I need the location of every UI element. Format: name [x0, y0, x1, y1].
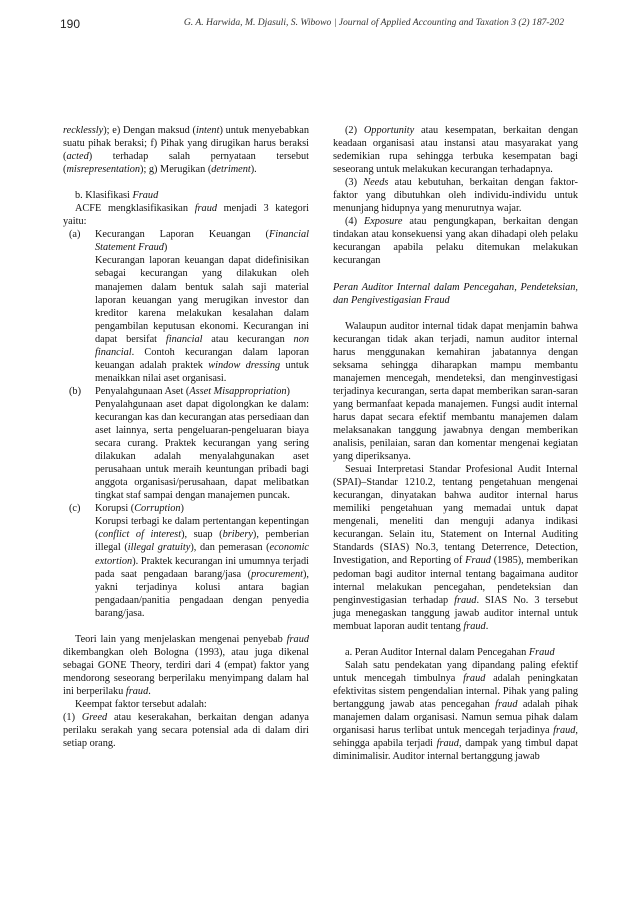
paragraph-salah-satu: Salah satu pendekatan yang dipandang paling efektif untuk mencegah timbulnya fraud adalah peningkatan efektivitas sistem pengendalian internal. Pihak yang paling bertanggung jawab atas pencegahan fraud adalah pihak manajemen dalam organisasi. Namun semua pihak dalam organisasi harus terlibat untuk mencegah terjadinya fraud, sehingga apabila terjadi fraud, dampak yang timbul dapat diminimalisir. Auditor internal bertanggung jawab — [333, 659, 579, 763]
item-a-title: Kecurangan Laporan Keuangan (Financial Statement Fraud) — [95, 229, 309, 254]
item-b-body: Penyalahgunaan aset dapat digolongkan ke dalam: kecurangan kas dan kecurangan atas persediaan dan aset lainnya, serta pengeluaran-pengeluaran biaya secara curang. Praktek kecurangan yang sering dilakukan adalah menyalahgunakan aset perusahaan untuk meraih keuntungan pribadi bagi anggota organisasi/perusahaan, dapat melibatkan tingkat staf sampai dengan manajemen puncak. — [95, 398, 309, 502]
paragraph-needs: (3) Needs atau kebutuhan, berkaitan dengan faktor-faktor yang dibutuhkan oleh individu-individu untuk menunjang hidupnya yang menurutnya wajar. — [333, 177, 578, 215]
item-b-title: Penyalahgunaan Aset (Asset Misappropriation) — [95, 385, 290, 397]
paragraph-misrepresentation: recklessly); e) Dengan maksud (intent) untuk menyebabkan suatu pihak beraksi; f) Pihak yang dirugikan harus beraksi (acted) terhadap salah pernyataan tersebut (misrepresentation); g) Merugikan (detriment). — [63, 125, 309, 176]
paragraph-greed: (1) Greed atau keserakahan, berkaitan dengan adanya perilaku serakah yang secara potensial ada di dalam diri setiap orang. — [63, 712, 309, 750]
section-heading-a: a. Peran Auditor Internal dalam Pencegahan Fraud — [345, 646, 555, 658]
left-column — [63, 124, 309, 750]
page-number: 190 — [60, 17, 81, 31]
list-item-a: (a) Kecurangan Laporan Keuangan (Financial Statement Fraud) Kecurangan laporan keuangan dapat didefinisikan sebagai kecurangan yang dilakukan oleh manajemen dalam bentuk salah saji material laporan keuangan yang merugikan investor dan kreditor karena melakukan kesalahan dalam pengambilan keputusan ekonomi. Kecurangan ini dapat bersifat financial atau kecurangan non financial. Contoh kecurangan dalam laporan keuangan adalah praktek window dressing untuk menaikkan nilai aset organisasi. — [69, 229, 309, 384]
list-item-c: (c) Korupsi (Corruption) Korupsi terbagi ke dalam pertentangan kepentingan (conflict of interest), suap (bribery), pemberian illegal (illegal gratuity), dan pemerasan (economic extortion). Praktek kecurangan ini umumnya terjadi pada saat pengadaan barang/jasa (procurement), yakni terjadinya kolusi antara bagian pengadaan/panitia pengadaan dengan penyedia barang/jasa. — [69, 503, 309, 619]
paragraph-four-factors: Keempat faktor tersebut adalah: — [75, 698, 207, 710]
right-column — [333, 124, 578, 763]
item-c-title: Korupsi (Corruption) — [95, 503, 184, 515]
section-heading-peran: Peran Auditor Internal dalam Pencegahan, Pendeteksian, dan Pengivestigasian Fraud — [333, 281, 578, 306]
paragraph-sesuai: Sesuai Interpretasi Standar Profesional Audit Internal (SPAI)–Standar 1210.2, tentang pengetahuan mengenai kecurangan, dinyatakan bahwa auditor internal harus memiliki pengetahuan yang memadai untuk dapat mengenali, meneliti dan menguji adanya indikasi kecurangan. Selain itu, Statement on Internal Auditing Standards (SIAS) No.3, tentang Deterrence, Detection, Investigation, and Reporting of Fraud (1985), memberikan pedoman bagi auditor internal tentang bagaimana auditor internal melakukan pencegahan, pendeteksian dan penginvestigasian terhadap fraud. SIAS No. 3 tersebut juga menegaskan tanggung jawab auditor internal untuk membuat laporan audit tentang fraud. — [333, 464, 578, 632]
paragraph-exposure: (4) Exposure atau pengungkapan, berkaitan dengan tindakan atau konsekuensi yang akan dihadapi oleh pelaku kecurangan apabila pelaku ditemukan melakukan kecurangan — [333, 216, 578, 267]
running-head: G. A. Harwida, M. Djasuli, S. Wibowo | Journal of Applied Accounting and Taxation 3 (2) 187-202 — [183, 17, 564, 28]
page-header — [0, 0, 638, 40]
paragraph-acfe: ACFE mengklasifikasikan fraud menjadi 3 kategori yaitu: — [63, 203, 309, 228]
list-item-b: (b) Penyalahgunaan Aset (Asset Misappropriation) Penyalahgunaan aset dapat digolongkan ke dalam: kecurangan kas dan kecurangan atas persediaan dan aset lainnya, serta pengeluaran-pengeluaran biaya secara curang. Praktek kecurangan yang sering dilakukan adalah menyalahgunakan aset perusahaan untuk meraih keuntungan pribadi bagi anggota organisasi/perusahaan, dapat melibatkan tingkat staf sampai dengan manajemen puncak. — [69, 385, 309, 502]
item-c-body: Korupsi terbagi ke dalam pertentangan kepentingan (conflict of interest), suap (bribery), pemberian illegal (illegal gratuity), dan pemerasan (economic extortion). Praktek kecurangan ini umumnya terjadi pada saat pengadaan barang/jasa (procurement), yakni terjadinya kolusi antara bagian pengadaan/panitia pengadaan dengan penyedia barang/jasa. — [95, 516, 309, 619]
paragraph-opportunity: (2) Opportunity atau kesempatan, berkaitan dengan keadaan organisasi atau instansi atau masyarakat yang sedemikian rupa sehingga terbuka kesempatan bagi seseorang untuk melakukan kecurangan terhadapnya. — [333, 125, 578, 176]
paragraph-gone-theory: Teori lain yang menjelaskan mengenai penyebab fraud dikembangkan oleh Bologna (1993), atau juga dikenal sebagai GONE Theory, terdiri dari 4 (empat) faktor yang mendorong seseorang berperilaku menyimpang dalam hal ini berperilaku fraud. — [63, 633, 309, 697]
paragraph-walaupun: Walaupun auditor internal tidak dapat menjamin bahwa kecurangan tidak akan terjadi, namun auditor internal harus menggunakan kemahiran jabatannya dengan seksama sehingga diharapkan mampu membantu manajemen mencegah, mendeteksi, dan menginvestigasi terjadinya kecurangan, serta dapat memberikan saran-saran yang bermanfaat kepada manajemen. Fungsi audit internal harus dapat secara efektif membantu manajemen dalam melaksanakan tanggung jawabnya dengan memberikan analisis, penilaian, saran dan komentar mengenai kegiatan yang diperiksanya. — [333, 320, 578, 463]
section-heading-b: b. Klasifikasi Fraud — [75, 190, 159, 202]
item-a-body: Kecurangan laporan keuangan dapat didefinisikan sebagai kecurangan yang dilakukan oleh manajemen dalam bentuk salah saji material laporan keuangan yang merugikan investor dan kreditor karena melakukan kesalahan dalam pengambilan keputusan ekonomi. Kecurangan ini dapat bersifat financial atau kecurangan non financial. Contoh kecurangan dalam laporan keuangan adalah praktek window dressing untuk menaikkan nilai aset organisasi. — [95, 255, 309, 384]
